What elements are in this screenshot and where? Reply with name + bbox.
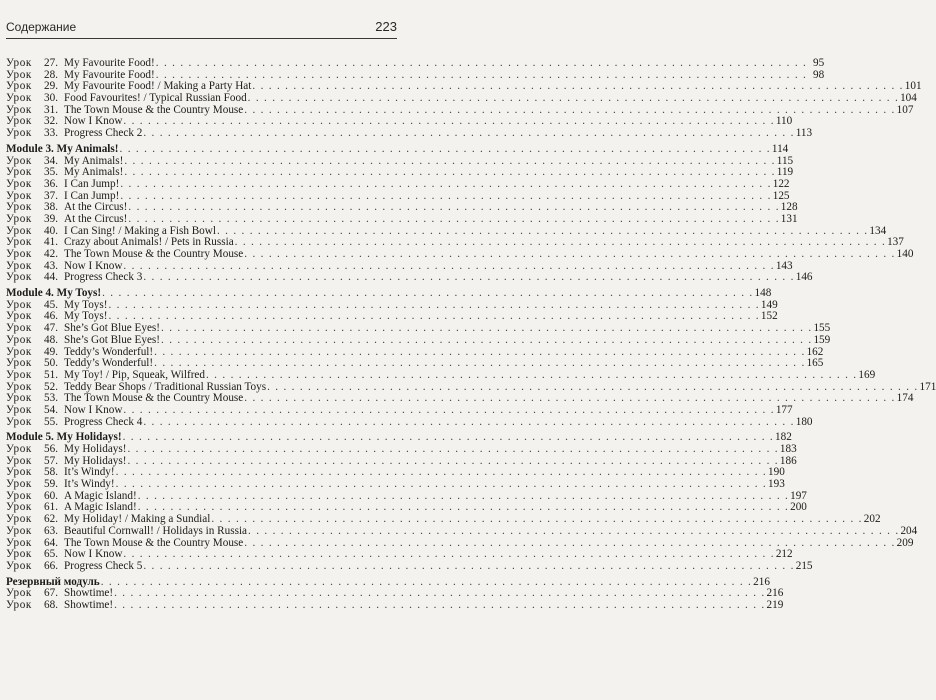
dot-leader: . . . . . . . . . . . . . . . . . . . . . . . . . . . . . . . . . . . . . . . . . . . . . . . . . . . . . . . . . . . . . . . . . . . . . . . . . . . . . . . .	[143, 415, 795, 428]
lesson-number: 57.	[44, 454, 58, 467]
toc-page-number: 119	[776, 166, 794, 179]
lesson-prefix: Урок	[6, 501, 32, 514]
page-number: 223	[375, 19, 397, 34]
lesson-row	[6, 212, 798, 226]
lesson-number: 41.	[44, 236, 58, 249]
lesson-number: 45.	[44, 298, 58, 311]
lesson-prefix: Урок	[6, 154, 32, 167]
dot-leader: . . . . . . . . . . . . . . . . . . . . . . . . . . . . . . . . . . . . . . . . . . . . . . . . . . . . . . . . . . . . . . . . . . . . . . . . . . . . . . . .	[123, 115, 775, 128]
lesson-title: Progress Check 5	[64, 559, 143, 572]
dot-leader: . . . . . . . . . . . . . . . . . . . . . . . . . . . . . . . . . . . . . . . . . . . . . . . . . . . . . . . . . . . . . . . . . . . . . . . . . . . . . . . .	[161, 322, 813, 335]
toc-page-number: 209	[896, 536, 914, 549]
lesson-prefix: Урок	[6, 357, 32, 370]
toc-page-number: 113	[795, 127, 813, 140]
lesson-number: 67.	[44, 587, 58, 600]
lesson-row	[6, 443, 797, 456]
lesson-title: Progress Check 2	[64, 127, 143, 140]
lesson-prefix: Урок	[6, 478, 32, 491]
lesson-prefix: Урок	[6, 271, 32, 284]
lesson-title: Crazy about Animals! / Pets in Russia	[64, 236, 234, 249]
lesson-title: Now I Know	[64, 403, 123, 416]
lesson-prefix: Урок	[6, 115, 32, 128]
header-rule	[6, 38, 397, 39]
lesson-title: The Town Mouse & the Country Mouse	[64, 103, 244, 116]
toc-page-number: 131	[780, 212, 798, 225]
toc-page-number: 125	[772, 189, 790, 202]
lesson-row	[6, 478, 785, 491]
lesson-title: Now I Know	[64, 115, 123, 128]
dot-leader: . . . . . . . . . . . . . . . . . . . . . . . . . . . . . . . . . . . . . . . . . . . . . . . . . . . . . . . . . . . . . . . . . . . . . . . . . . . . . . . .	[127, 443, 779, 455]
toc-page-number: 110	[775, 115, 793, 128]
dot-leader: . . . . . . . . . . . . . . . . . . . . . . . . . . . . . . . . . . . . . . . . . . . . . . . . . . . . . . . . . . . . . . . . . . . . . . . . . . . . . . . .	[234, 236, 887, 249]
lesson-number: 65.	[44, 548, 58, 561]
dot-leader: . . . . . . . . . . . . . . . . . . . . . . . . . . . . . . . . . . . . . . . . . . . . . . . . . . . . . . . . . . . . . . . . . . . . . . . . . . . . . . . .	[124, 166, 776, 179]
dot-leader: . . . . . . . . . . . . . . . . . . . . . . . . . . . . . . . . . . . . . . . . . . . . . . . . . . . . . . . . . . . . . . . . . . . . . . . . . . . . . . . .	[154, 345, 806, 358]
dot-leader: . . . . . . . . . . . . . . . . . . . . . . . . . . . . . . . . . . . . . . . . . . . . . . . . . . . . . . . . . . . . . . . . . . . . . . . . . . . . . . . .	[119, 142, 771, 155]
lesson-number: 50.	[44, 357, 58, 370]
dot-leader: . . . . . . . . . . . . . . . . . . . . . . . . . . . . . . . . . . . . . . . . . . . . . . . . . . . . . . . . . . . . . . . . . . . . . . . . . . . . . . . .	[143, 559, 795, 572]
lesson-title: My Animals!	[64, 166, 124, 179]
lesson-prefix: Урок	[6, 598, 32, 611]
toc-page-number: 134	[869, 224, 887, 237]
lesson-row	[6, 92, 917, 105]
lesson-prefix: Урок	[6, 466, 32, 479]
toc-page-number: 128	[780, 201, 798, 214]
lesson-number: 32.	[44, 115, 58, 128]
dot-leader: . . . . . . . . . . . . . . . . . . . . . . . . . . . . . . . . . . . . . . . . . . . . . . . . . . . . . . . . . . . . . . . . . . . . . . . . . . . . . . . .	[128, 212, 780, 225]
dot-leader: . . . . . . . . . . . . . . . . . . . . . . . . . . . . . . . . . . . . . . . . . . . . . . . . . . . . . . . . . . . . . . . . . . . . . . . . . . . . . . . .	[244, 248, 896, 260]
dot-leader: . . . . . . . . . . . . . . . . . . . . . . . . . . . . . . . . . . . . . . . . . . . . . . . . . . . . . . . . . . . . . . . . . . . . . . . . . . . . . . . .	[137, 501, 790, 514]
lesson-title: The Town Mouse & the Country Mouse	[64, 392, 244, 405]
lesson-prefix: Урок	[6, 536, 32, 549]
lesson-row	[6, 248, 914, 261]
lesson-prefix: Урок	[6, 103, 32, 116]
toc-page-number: 212	[775, 548, 793, 561]
lesson-row	[6, 368, 876, 382]
toc-page-number: 152	[760, 310, 778, 323]
toc-page-number: 216	[766, 587, 784, 600]
lesson-number: 30.	[44, 92, 58, 105]
lesson-number: 63.	[44, 524, 58, 537]
lesson-row	[6, 598, 784, 612]
lesson-title: Progress Check 3	[64, 271, 143, 284]
lesson-prefix: Урок	[6, 443, 32, 455]
lesson-title: At the Circus!	[64, 201, 128, 214]
lesson-prefix: Урок	[6, 236, 32, 249]
lesson-title: She’s Got Blue Eyes!	[64, 333, 161, 346]
table-of-contents	[6, 57, 936, 612]
lesson-row	[6, 333, 831, 347]
toc-page-number: 190	[768, 466, 785, 479]
lesson-title: Now I Know	[64, 259, 123, 272]
lesson-prefix: Урок	[6, 368, 32, 381]
lesson-number: 61.	[44, 501, 58, 514]
toc-page-number: 146	[795, 271, 813, 284]
toc-page-number: 98	[812, 68, 825, 81]
dot-leader: . . . . . . . . . . . . . . . . . . . . . . . . . . . . . . . . . . . . . . . . . . . . . . . . . . . . . . . . . . . . . . . . . . . . . . . . . . . . . . . .	[154, 357, 806, 370]
dot-leader: . . . . . . . . . . . . . . . . . . . . . . . . . . . . . . . . . . . . . . . . . . . . . . . . . . . . . . . . . . . . . . . . . . . . . . . . . . . . . . . .	[143, 127, 795, 140]
toc-page-number: 200	[790, 501, 807, 514]
toc-page-number: 137	[887, 236, 904, 249]
toc-page-number: 159	[813, 333, 831, 346]
lesson-prefix: Урок	[6, 345, 32, 358]
lesson-number: 43.	[44, 259, 58, 272]
lesson-row	[6, 177, 790, 191]
toc-page-number: 193	[768, 478, 785, 491]
lesson-number: 40.	[44, 224, 58, 237]
lesson-title: My Favourite Food!	[64, 57, 155, 69]
lesson-number: 66.	[44, 559, 58, 572]
module-row	[6, 287, 772, 300]
dot-leader: . . . . . . . . . . . . . . . . . . . . . . . . . . . . . . . . . . . . . . . . . . . . . . . . . . . . . . . . . . . . . . . . . . . . . . . . . . . . . . . .	[114, 598, 766, 611]
lesson-number: 59.	[44, 478, 58, 491]
toc-page-number: 114	[771, 142, 789, 155]
toc-page-number: 197	[790, 489, 807, 502]
lesson-prefix: Урок	[6, 454, 32, 467]
lesson-row	[6, 415, 813, 429]
lesson-number: 49.	[44, 345, 58, 358]
lesson-number: 28.	[44, 68, 58, 81]
lesson-number: 64.	[44, 536, 58, 549]
lesson-number: 39.	[44, 212, 58, 225]
lesson-prefix: Урок	[6, 224, 32, 237]
lesson-number: 29.	[44, 80, 58, 93]
lesson-title: Beautiful Cornwall! / Holidays in Russia	[64, 524, 248, 537]
lesson-title: Teddy’s Wonderful!	[64, 345, 154, 358]
toc-page-number: 177	[775, 403, 793, 416]
dot-leader: . . . . . . . . . . . . . . . . . . . . . . . . . . . . . . . . . . . . . . . . . . . . . . . . . . . . . . . . . . . . . . . . . . . . . . . . . . . . . . . .	[100, 575, 753, 588]
lesson-title: It’s Windy!	[64, 478, 115, 491]
toc-page-number: 107	[896, 103, 914, 116]
lesson-number: 36.	[44, 177, 58, 190]
lesson-number: 27.	[44, 57, 58, 69]
lesson-prefix: Урок	[6, 489, 32, 502]
dot-leader: . . . . . . . . . . . . . . . . . . . . . . . . . . . . . . . . . . . . . . . . . . . . . . . . . . . . . . . . . . . . . . . . . . . . . . . . . . . . . . . .	[123, 403, 775, 416]
lesson-number: 37.	[44, 189, 58, 202]
lesson-row	[6, 57, 825, 70]
dot-leader: . . . . . . . . . . . . . . . . . . . . . . . . . . . . . . . . . . . . . . . . . . . . . . . . . . . . . . . . . . . . . . . . . . . . . . . . . . . . . . . .	[211, 513, 863, 526]
dot-leader: . . . . . . . . . . . . . . . . . . . . . . . . . . . . . . . . . . . . . . . . . . . . . . . . . . . . . . . . . . . . . . . . . . . . . . . . . . . . . . . .	[128, 201, 780, 214]
lesson-title: My Holiday! / Making a Sundial	[64, 513, 211, 526]
dot-leader: . . . . . . . . . . . . . . . . . . . . . . . . . . . . . . . . . . . . . . . . . . . . . . . . . . . . . . . . . . . . . . . . . . . . . . . . . . . . . . . .	[102, 287, 754, 300]
dot-leader: . . . . . . . . . . . . . . . . . . . . . . . . . . . . . . . . . . . . . . . . . . . . . . . . . . . . . . . . . . . . . . . . . . . . . . . . . . . . . . . .	[155, 57, 808, 69]
lesson-prefix: Урок	[6, 392, 32, 405]
dot-leader: . . . . . . . . . . . . . . . . . . . . . . . . . . . . . . . . . . . . . . . . . . . . . . . . . . . . . . . . . . . . . . . . . . . . . . . . . . . . . . . .	[137, 489, 790, 502]
toc-page-number: 180	[795, 415, 813, 428]
lesson-prefix: Урок	[6, 513, 32, 526]
lesson-number: 52.	[44, 380, 58, 393]
lesson-number: 60.	[44, 489, 58, 502]
lesson-title: Showtime!	[64, 587, 114, 600]
module-title: Module 5. My Holidays!	[6, 431, 122, 444]
lesson-number: 51.	[44, 368, 58, 381]
lesson-number: 58.	[44, 466, 58, 479]
lesson-row	[6, 559, 813, 573]
dot-leader: . . . . . . . . . . . . . . . . . . . . . . . . . . . . . . . . . . . . . . . . . . . . . . . . . . . . . . . . . . . . . . . . . . . . . . . . . . . . . . . .	[155, 68, 808, 81]
lesson-title: Progress Check 4	[64, 415, 143, 428]
toc-page-number: 95	[812, 57, 825, 69]
lesson-row	[6, 127, 813, 140]
lesson-title: I Can Jump!	[64, 189, 120, 202]
module-row	[6, 142, 789, 156]
dot-leader: . . . . . . . . . . . . . . . . . . . . . . . . . . . . . . . . . . . . . . . . . . . . . . . . . . . . . . . . . . . . . . . . . . . . . . . . . . . . . . . .	[143, 271, 795, 284]
lesson-prefix: Урок	[6, 212, 32, 225]
toc-page-number: 204	[900, 524, 918, 537]
dot-leader: . . . . . . . . . . . . . . . . . . . . . . . . . . . . . . . . . . . . . . . . . . . . . . . . . . . . . . . . . . . . . . . . . . . . . . . . . . . . . . . .	[267, 380, 919, 393]
dot-leader: . . . . . . . . . . . . . . . . . . . . . . . . . . . . . . . . . . . . . . . . . . . . . . . . . . . . . . . . . . . . . . . . . . . . . . . . . . . . . . . .	[244, 392, 896, 405]
dot-leader: . . . . . . . . . . . . . . . . . . . . . . . . . . . . . . . . . . . . . . . . . . . . . . . . . . . . . . . . . . . . . . . . . . . . . . . . . . . . . . . .	[124, 154, 776, 167]
lesson-prefix: Урок	[6, 189, 32, 202]
toc-page-number: 162	[806, 345, 824, 358]
dot-leader: . . . . . . . . . . . . . . . . . . . . . . . . . . . . . . . . . . . . . . . . . . . . . . . . . . . . . . . . . . . . . . . . . . . . . . . . . . . . . . . .	[108, 310, 760, 323]
toc-page-number: 165	[806, 357, 824, 370]
running-title: Содержание	[6, 20, 77, 34]
dot-leader: . . . . . . . . . . . . . . . . . . . . . . . . . . . . . . . . . . . . . . . . . . . . . . . . . . . . . . . . . . . . . . . . . . . . . . . . . . . . . . . .	[161, 333, 813, 346]
lesson-title: The Town Mouse & the Country Mouse	[64, 248, 244, 260]
dot-leader: . . . . . . . . . . . . . . . . . . . . . . . . . . . . . . . . . . . . . . . . . . . . . . . . . . . . . . . . . . . . . . . . . . . . . . . . . . . . . . . .	[122, 431, 775, 444]
toc-page-number: 155	[813, 322, 831, 335]
lesson-row	[6, 403, 793, 417]
lesson-number: 54.	[44, 403, 58, 416]
module-title: Module 4. My Toys!	[6, 287, 102, 300]
lesson-prefix: Урок	[6, 127, 32, 140]
dot-leader: . . . . . . . . . . . . . . . . . . . . . . . . . . . . . . . . . . . . . . . . . . . . . . . . . . . . . . . . . . . . . . . . . . . . . . . . . . . . . . . .	[114, 587, 766, 600]
lesson-prefix: Урок	[6, 166, 32, 179]
lesson-title: Teddy Bear Shops / Traditional Russian Toys	[64, 380, 267, 393]
dot-leader: . . . . . . . . . . . . . . . . . . . . . . . . . . . . . . . . . . . . . . . . . . . . . . . . . . . . . . . . . . . . . . . . . . . . . . . . . . . . . . . .	[123, 259, 775, 272]
lesson-row	[6, 524, 918, 538]
lesson-prefix: Урок	[6, 524, 32, 537]
lesson-prefix: Урок	[6, 403, 32, 416]
toc-page-number: 140	[896, 248, 914, 260]
lesson-prefix: Урок	[6, 259, 32, 272]
lesson-prefix: Урок	[6, 68, 32, 81]
lesson-title: She’s Got Blue Eyes!	[64, 322, 161, 335]
toc-page-number: 216	[753, 575, 770, 588]
lesson-number: 35.	[44, 166, 58, 179]
toc-page-number: 174	[896, 392, 914, 405]
toc-page-number: 215	[795, 559, 813, 572]
lesson-number: 48.	[44, 333, 58, 346]
toc-page-number: 115	[776, 154, 794, 167]
dot-leader: . . . . . . . . . . . . . . . . . . . . . . . . . . . . . . . . . . . . . . . . . . . . . . . . . . . . . . . . . . . . . . . . . . . . . . . . . . . . . . . .	[252, 80, 904, 93]
lesson-prefix: Урок	[6, 415, 32, 428]
page-header	[6, 0, 397, 40]
dot-leader: . . . . . . . . . . . . . . . . . . . . . . . . . . . . . . . . . . . . . . . . . . . . . . . . . . . . . . . . . . . . . . . . . . . . . . . . . . . . . . . .	[123, 548, 775, 561]
toc-page-number: 219	[766, 598, 784, 611]
dot-leader: . . . . . . . . . . . . . . . . . . . . . . . . . . . . . . . . . . . . . . . . . . . . . . . . . . . . . . . . . . . . . . . . . . . . . . . . . . . . . . . .	[244, 103, 896, 116]
toc-page-number: 148	[754, 287, 772, 300]
lesson-prefix: Урок	[6, 310, 32, 323]
lesson-title: A Magic Island!	[64, 501, 137, 514]
dot-leader: . . . . . . . . . . . . . . . . . . . . . . . . . . . . . . . . . . . . . . . . . . . . . . . . . . . . . . . . . . . . . . . . . . . . . . . . . . . . . . . .	[216, 224, 869, 237]
lesson-prefix: Урок	[6, 248, 32, 260]
lesson-title: At the Circus!	[64, 212, 128, 225]
lesson-prefix: Урок	[6, 57, 32, 69]
lesson-number: 56.	[44, 443, 58, 455]
toc-page-number: 101	[904, 80, 922, 93]
dot-leader: . . . . . . . . . . . . . . . . . . . . . . . . . . . . . . . . . . . . . . . . . . . . . . . . . . . . . . . . . . . . . . . . . . . . . . . . . . . . . . . .	[120, 177, 772, 190]
toc-page-number: 171	[919, 380, 936, 393]
dot-leader: . . . . . . . . . . . . . . . . . . . . . . . . . . . . . . . . . . . . . . . . . . . . . . . . . . . . . . . . . . . . . . . . . . . . . . . . . . . . . . . .	[108, 298, 760, 311]
lesson-title: I Can Sing! / Making a Fish Bowl	[64, 224, 216, 237]
dot-leader: . . . . . . . . . . . . . . . . . . . . . . . . . . . . . . . . . . . . . . . . . . . . . . . . . . . . . . . . . . . . . . . . . . . . . . . . . . . . . . . .	[115, 478, 768, 491]
toc-page-number: 149	[760, 298, 778, 311]
lesson-number: 46.	[44, 310, 58, 323]
dot-leader: . . . . . . . . . . . . . . . . . . . . . . . . . . . . . . . . . . . . . . . . . . . . . . . . . . . . . . . . . . . . . . . . . . . . . . . . . . . . . . . .	[127, 454, 779, 467]
toc-page-number: 183	[779, 443, 797, 455]
toc-page-number: 122	[772, 177, 790, 190]
toc-page-number: 104	[900, 92, 917, 105]
lesson-title: My Toys!	[64, 298, 108, 311]
module-title: Module 3. My Animals!	[6, 142, 119, 155]
lesson-title: Showtime!	[64, 598, 114, 611]
lesson-number: 33.	[44, 127, 58, 140]
toc-page-number: 186	[779, 454, 797, 467]
lesson-title: My Toy! / Pip, Squeak, Wilfred	[64, 368, 205, 381]
lesson-prefix: Урок	[6, 177, 32, 190]
lesson-number: 62.	[44, 513, 58, 526]
lesson-number: 55.	[44, 415, 58, 428]
lesson-title: Teddy’s Wonderful!	[64, 357, 154, 370]
lesson-title: My Holidays!	[64, 454, 127, 467]
lesson-prefix: Урок	[6, 380, 32, 393]
dot-leader: . . . . . . . . . . . . . . . . . . . . . . . . . . . . . . . . . . . . . . . . . . . . . . . . . . . . . . . . . . . . . . . . . . . . . . . . . . . . . . . .	[247, 92, 900, 105]
lesson-title: My Animals!	[64, 154, 124, 167]
lesson-prefix: Урок	[6, 559, 32, 572]
lesson-title: Food Favourites! / Typical Russian Food	[64, 92, 247, 105]
module-title: Резервный модуль	[6, 575, 100, 588]
lesson-title: My Favourite Food!	[64, 68, 155, 81]
lesson-row	[6, 271, 813, 284]
lesson-number: 68.	[44, 598, 58, 611]
lesson-number: 44.	[44, 271, 58, 284]
dot-leader: . . . . . . . . . . . . . . . . . . . . . . . . . . . . . . . . . . . . . . . . . . . . . . . . . . . . . . . . . . . . . . . . . . . . . . . . . . . . . . . .	[244, 536, 896, 549]
lesson-title: It’s Windy!	[64, 466, 115, 479]
lesson-number: 38.	[44, 201, 58, 214]
lesson-number: 34.	[44, 154, 58, 167]
toc-page-number: 202	[863, 513, 881, 526]
lesson-prefix: Урок	[6, 298, 32, 311]
lesson-prefix: Урок	[6, 201, 32, 214]
lesson-title: My Toys!	[64, 310, 108, 323]
lesson-title: Now I Know	[64, 548, 123, 561]
lesson-prefix: Урок	[6, 587, 32, 600]
dot-leader: . . . . . . . . . . . . . . . . . . . . . . . . . . . . . . . . . . . . . . . . . . . . . . . . . . . . . . . . . . . . . . . . . . . . . . . . . . . . . . . .	[120, 189, 772, 202]
lesson-prefix: Урок	[6, 548, 32, 561]
lesson-title: My Favourite Food! / Making a Party Hat	[64, 80, 252, 93]
lesson-title: The Town Mouse & the Country Mouse	[64, 536, 244, 549]
lesson-prefix: Урок	[6, 322, 32, 335]
toc-page-number: 182	[775, 431, 792, 444]
dot-leader: . . . . . . . . . . . . . . . . . . . . . . . . . . . . . . . . . . . . . . . . . . . . . . . . . . . . . . . . . . . . . . . . . . . . . . . . . . . . . . . .	[248, 524, 900, 537]
dot-leader: . . . . . . . . . . . . . . . . . . . . . . . . . . . . . . . . . . . . . . . . . . . . . . . . . . . . . . . . . . . . . . . . . . . . . . . . . . . . . . . .	[115, 466, 768, 479]
lesson-number: 31.	[44, 103, 58, 116]
lesson-prefix: Урок	[6, 80, 32, 93]
toc-page-number: 143	[775, 259, 793, 272]
lesson-number: 42.	[44, 248, 58, 260]
lesson-prefix: Урок	[6, 333, 32, 346]
lesson-title: I Can Jump!	[64, 177, 120, 190]
lesson-number: 47.	[44, 322, 58, 335]
lesson-title: A Magic Island!	[64, 489, 137, 502]
lesson-number: 53.	[44, 392, 58, 405]
lesson-prefix: Урок	[6, 92, 32, 105]
toc-page-number: 169	[858, 368, 876, 381]
dot-leader: . . . . . . . . . . . . . . . . . . . . . . . . . . . . . . . . . . . . . . . . . . . . . . . . . . . . . . . . . . . . . . . . . . . . . . . . . . . . . . . .	[205, 368, 858, 381]
lesson-title: My Holidays!	[64, 443, 127, 455]
